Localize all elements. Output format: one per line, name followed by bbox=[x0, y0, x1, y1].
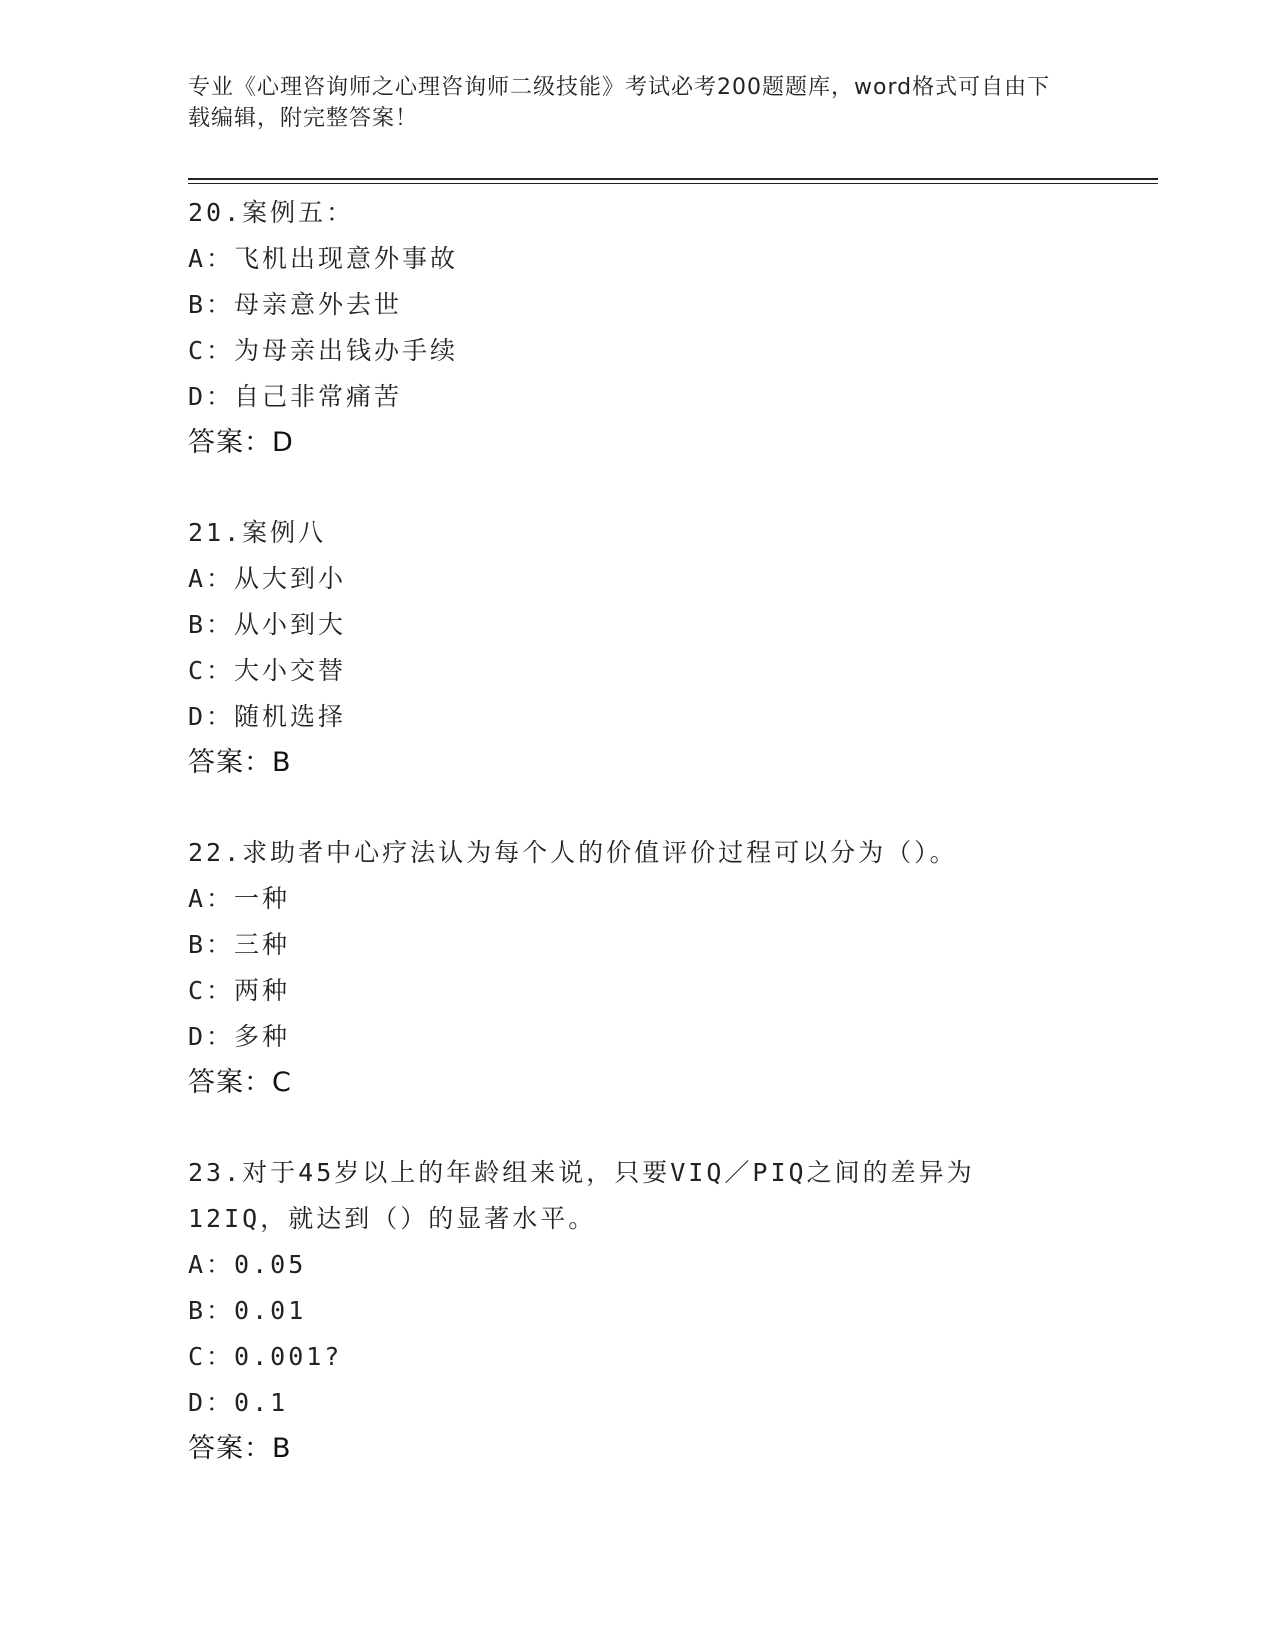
header-divider-thin bbox=[188, 183, 1158, 184]
option-c: C：0.001? bbox=[188, 1342, 343, 1371]
question-23 bbox=[188, 1150, 1128, 1472]
question-stem: 20.案例五： bbox=[188, 198, 355, 227]
option-b: B：母亲意外去世 bbox=[188, 290, 403, 319]
question-21 bbox=[188, 510, 1128, 786]
option-c: C：大小交替 bbox=[188, 656, 347, 685]
header-divider-thick bbox=[188, 178, 1158, 180]
option-c: C：两种 bbox=[188, 976, 291, 1005]
answer-line: 答案：C bbox=[188, 1067, 292, 1098]
option-a: A：从大到小 bbox=[188, 564, 347, 593]
question-20 bbox=[188, 190, 1128, 466]
option-b: B：从小到大 bbox=[188, 610, 347, 639]
question-stem: 21.案例八 bbox=[188, 518, 327, 547]
option-c: C：为母亲出钱办手续 bbox=[188, 336, 459, 365]
question-stem: 22.求助者中心疗法认为每个人的价值评价过程可以分为（）。 bbox=[188, 838, 958, 867]
answer-line: 答案：B bbox=[188, 747, 292, 778]
answer-line: 答案：D bbox=[188, 427, 294, 458]
option-d: D：0.1 bbox=[188, 1388, 289, 1417]
question-stem: 23.对于45岁以上的年龄组来说，只要VIQ／PIQ之间的差异为12IQ，就达到（）的显著水平。 bbox=[188, 1158, 975, 1233]
option-b: B：三种 bbox=[188, 930, 291, 959]
answer-line: 答案：B bbox=[188, 1433, 292, 1464]
question-22 bbox=[188, 830, 1128, 1106]
option-d: D：多种 bbox=[188, 1022, 291, 1051]
option-a: A：0.05 bbox=[188, 1250, 307, 1279]
option-d: D：自己非常痛苦 bbox=[188, 382, 403, 411]
option-d: D：随机选择 bbox=[188, 702, 347, 731]
option-a: A：一种 bbox=[188, 884, 291, 913]
question-list bbox=[188, 190, 1128, 1516]
document-header: 专业《心理咨询师之心理咨询师二级技能》考试必考200题题库，word格式可自由下载编辑，附完整答案！ bbox=[188, 75, 1051, 131]
option-a: A：飞机出现意外事故 bbox=[188, 244, 459, 273]
option-b: B：0.01 bbox=[188, 1296, 307, 1325]
